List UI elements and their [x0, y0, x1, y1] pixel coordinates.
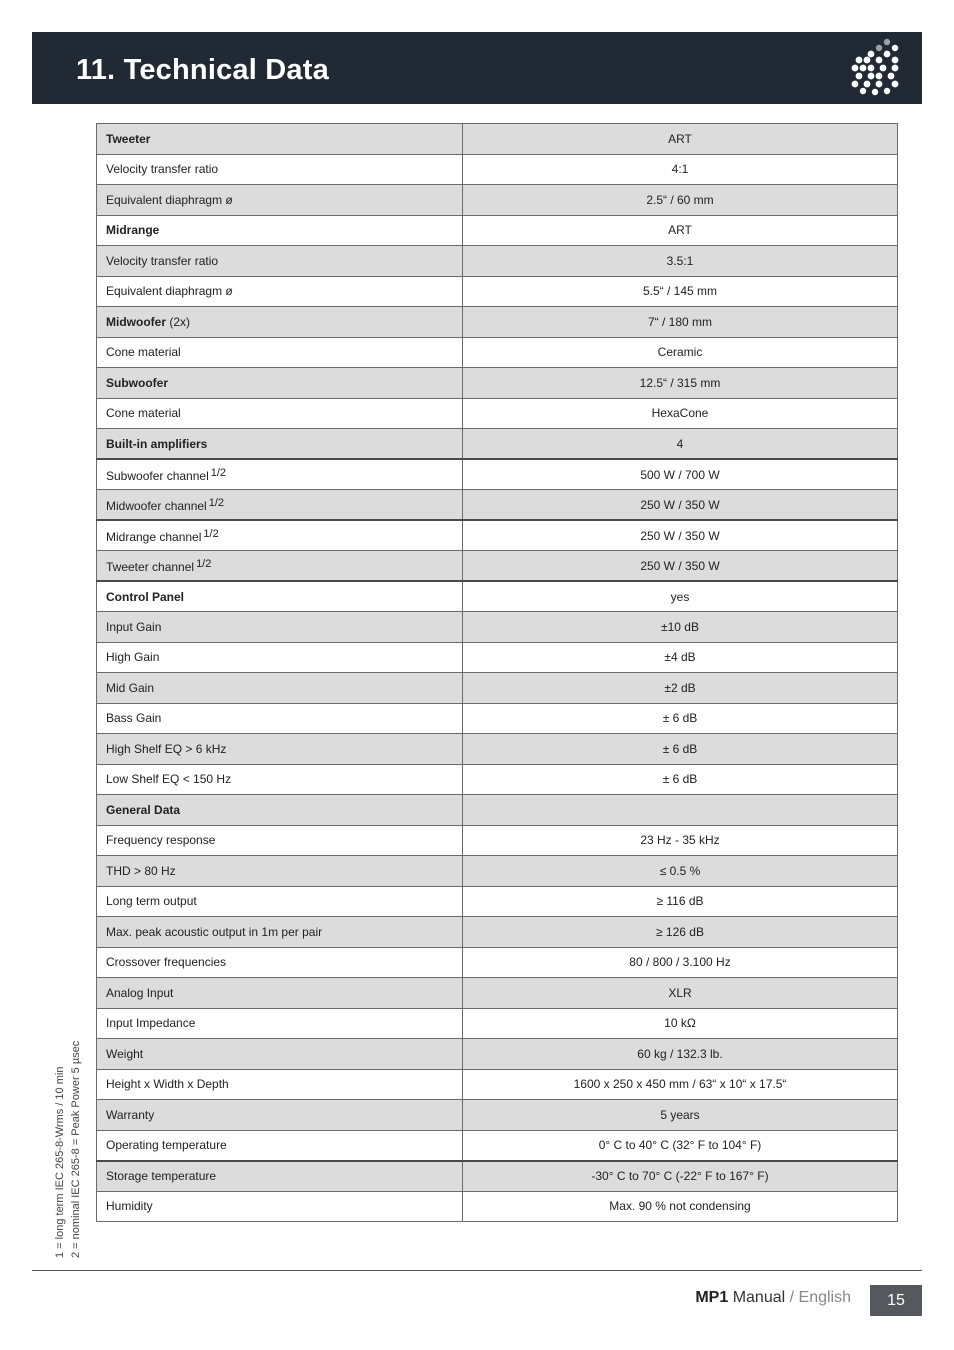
- table-row: [97, 917, 898, 948]
- spec-label: Velocity transfer ratio: [106, 253, 219, 268]
- spec-label-cell: [97, 764, 463, 795]
- spec-value: 4: [463, 429, 898, 460]
- footnote-ref: 1/2: [208, 496, 225, 509]
- spec-label: Midrange channel: [106, 529, 202, 544]
- spec-label: Midwoofer: [106, 314, 166, 329]
- spec-label-cell: [97, 947, 463, 978]
- spec-label-cell: [97, 154, 463, 185]
- spec-label: Velocity transfer ratio: [106, 162, 219, 177]
- footnote-ref: 1/2: [210, 466, 227, 479]
- table-row: [97, 337, 898, 368]
- spec-label-cell: [97, 124, 463, 155]
- spec-label-cell: [97, 825, 463, 856]
- footnote-2: 2 = nominal IEC 265-8 = Peak Power 5 µsec: [70, 1040, 82, 1258]
- technical-data-table: [96, 123, 898, 1222]
- spec-label: THD > 80 Hz: [106, 863, 176, 878]
- table-row: [97, 581, 898, 612]
- spec-value: 250 W / 350 W: [463, 551, 898, 582]
- spec-value: 5.5“ / 145 mm: [463, 276, 898, 307]
- spec-label: Input Impedance: [106, 1016, 196, 1031]
- spec-value: 500 W / 700 W: [463, 459, 898, 490]
- spec-label-cell: [97, 1130, 463, 1161]
- spec-label-cell: [97, 1100, 463, 1131]
- spec-label: Operating temperature: [106, 1138, 227, 1152]
- spec-value: 1600 x 250 x 450 mm / 63“ x 10“ x 17.5“: [463, 1069, 898, 1100]
- table-row: [97, 978, 898, 1009]
- table-row: [97, 1161, 898, 1192]
- spec-label-cell: [97, 612, 463, 643]
- spec-value: 250 W / 350 W: [463, 490, 898, 521]
- spec-label: Max. peak acoustic output in 1m per pair: [106, 924, 323, 939]
- spec-value: 60 kg / 132.3 lb.: [463, 1039, 898, 1070]
- spec-label-cell: [97, 978, 463, 1009]
- spec-label-cell: [97, 246, 463, 277]
- spec-label: Subwoofer: [106, 375, 168, 390]
- spec-label-cell: [97, 520, 463, 551]
- spec-label-cell: [97, 307, 463, 338]
- footer-separator: /: [785, 1289, 799, 1306]
- spec-label-cell: [97, 337, 463, 368]
- technical-data-body: [97, 124, 898, 1222]
- spec-label: Weight: [106, 1046, 144, 1061]
- table-row: [97, 154, 898, 185]
- footer-divider: [32, 1270, 922, 1271]
- spec-value: ≥ 116 dB: [463, 886, 898, 917]
- spec-label-cell: [97, 1039, 463, 1070]
- footer-brand: MP1: [695, 1289, 729, 1306]
- spec-label: Crossover frequencies: [106, 955, 227, 970]
- footnote-ref: 1/2: [196, 557, 212, 570]
- spec-value: 250 W / 350 W: [463, 520, 898, 551]
- spec-value: HexaCone: [463, 398, 898, 429]
- table-row: [97, 673, 898, 704]
- spec-value: 0° C to 40° C (32° F to 104° F): [463, 1130, 898, 1161]
- table-row: [97, 276, 898, 307]
- spec-label: Cone material: [106, 406, 181, 421]
- table-row: [97, 429, 898, 460]
- table-row: [97, 1100, 898, 1131]
- spec-value: ±10 dB: [463, 612, 898, 643]
- spec-label: Storage temperature: [106, 1169, 217, 1183]
- spec-label-cell: [97, 551, 463, 582]
- footnotes: [52, 1008, 92, 1258]
- spec-value: ± 6 dB: [463, 734, 898, 765]
- table-row: [97, 612, 898, 643]
- spec-label: Warranty: [106, 1107, 155, 1122]
- footnote-ref: 1/2: [203, 527, 219, 540]
- spec-label-cell: [97, 429, 463, 460]
- spec-value: ART: [463, 124, 898, 155]
- spec-label-cell: [97, 368, 463, 399]
- spec-label: Humidity: [106, 1199, 153, 1214]
- spec-label-cell: [97, 886, 463, 917]
- spec-value: Ceramic: [463, 337, 898, 368]
- spec-label-cell: [97, 734, 463, 765]
- table-row: [97, 1069, 898, 1100]
- spec-label-cell: [97, 1069, 463, 1100]
- table-row: [97, 307, 898, 338]
- spec-label-cell: [97, 673, 463, 704]
- spec-value: yes: [463, 581, 898, 612]
- footer-language: English: [798, 1289, 851, 1306]
- table-row: [97, 947, 898, 978]
- spec-label: Tweeter channel: [106, 559, 195, 574]
- spec-value: [463, 795, 898, 826]
- spec-value: ART: [463, 215, 898, 246]
- table-row: [97, 368, 898, 399]
- spec-label: Midrange: [106, 223, 160, 238]
- spec-value: ± 6 dB: [463, 764, 898, 795]
- spec-label-cell: [97, 398, 463, 429]
- spec-label: Height x Width x Depth: [106, 1077, 229, 1092]
- table-row: [97, 124, 898, 155]
- table-row: [97, 490, 898, 521]
- table-row: [97, 764, 898, 795]
- spec-label: Control Panel: [106, 589, 185, 604]
- spec-label-cell: [97, 642, 463, 673]
- spec-label-cell: [97, 795, 463, 826]
- spec-label-cell: [97, 856, 463, 887]
- table-row: [97, 185, 898, 216]
- spec-value: 3.5:1: [463, 246, 898, 277]
- table-row: [97, 1008, 898, 1039]
- spec-label: Midwoofer channel: [106, 498, 207, 513]
- spec-label: Equivalent diaphragm ø: [106, 192, 233, 207]
- spec-value: 2.5“ / 60 mm: [463, 185, 898, 216]
- spec-label-cell: [97, 276, 463, 307]
- spec-label: Tweeter: [106, 131, 151, 146]
- table-row: [97, 642, 898, 673]
- spec-value: -30° C to 70° C (-22° F to 167° F): [463, 1161, 898, 1192]
- table-row: [97, 734, 898, 765]
- spec-label: High Gain: [106, 650, 160, 665]
- spec-label-cell: [97, 459, 463, 490]
- table-row: [97, 520, 898, 551]
- spec-label-cell: [97, 1161, 463, 1192]
- spec-label: General Data: [106, 802, 181, 817]
- table-row: [97, 459, 898, 490]
- spec-value: ±2 dB: [463, 673, 898, 704]
- table-row: [97, 1191, 898, 1222]
- table-row: [97, 886, 898, 917]
- spec-label: Subwoofer channel: [106, 468, 209, 483]
- spec-label-cell: [97, 185, 463, 216]
- spec-label: Low Shelf EQ < 150 Hz: [106, 772, 232, 787]
- spec-label: Frequency response: [106, 833, 216, 848]
- spec-label-cell: [97, 1191, 463, 1222]
- spec-value: Max. 90 % not condensing: [463, 1191, 898, 1222]
- spec-label: Mid Gain: [106, 680, 155, 695]
- spec-label-cell: [97, 703, 463, 734]
- table-row: [97, 825, 898, 856]
- spec-label-cell: [97, 1008, 463, 1039]
- spec-label: High Shelf EQ > 6 kHz: [106, 741, 227, 756]
- spec-label-cell: [97, 490, 463, 521]
- spec-label-cell: [97, 917, 463, 948]
- spec-label-cell: [97, 215, 463, 246]
- spec-label: Cone material: [106, 345, 181, 360]
- footnote-1: 1 = long term IEC 265-8-Wrms / 10 min: [54, 1066, 66, 1258]
- table-row: [97, 398, 898, 429]
- table-row: [97, 551, 898, 582]
- spec-value: 80 / 800 / 3.100 Hz: [463, 947, 898, 978]
- footer-doc-title: [695, 1289, 851, 1307]
- spec-label: Bass Gain: [106, 711, 162, 726]
- page-title: 11. Technical Data: [76, 54, 329, 86]
- spec-value: 10 kΩ: [463, 1008, 898, 1039]
- table-row: [97, 856, 898, 887]
- spec-label: Equivalent diaphragm ø: [106, 284, 233, 299]
- table-row: [97, 703, 898, 734]
- spec-value: 4:1: [463, 154, 898, 185]
- spec-label-cell: [97, 581, 463, 612]
- spec-label: Input Gain: [106, 619, 162, 634]
- table-row: [97, 215, 898, 246]
- page-number: 15: [870, 1285, 922, 1316]
- spec-value: 23 Hz - 35 kHz: [463, 825, 898, 856]
- spec-value: ≤ 0.5 %: [463, 856, 898, 887]
- brand-dot-logo-icon: [850, 38, 902, 98]
- spec-value: ±4 dB: [463, 642, 898, 673]
- spec-value: XLR: [463, 978, 898, 1009]
- footer-doc: Manual: [728, 1289, 786, 1306]
- table-row: [97, 1130, 898, 1161]
- spec-label: Built-in amplifiers: [106, 436, 208, 451]
- spec-label-suffix: (2x): [166, 314, 190, 329]
- spec-label: Analog Input: [106, 985, 174, 1000]
- spec-value: 5 years: [463, 1100, 898, 1131]
- spec-label: Long term output: [106, 894, 197, 909]
- spec-value: ± 6 dB: [463, 703, 898, 734]
- spec-value: ≥ 126 dB: [463, 917, 898, 948]
- spec-value: 12.5“ / 315 mm: [463, 368, 898, 399]
- page-header: [32, 32, 922, 104]
- spec-value: 7“ / 180 mm: [463, 307, 898, 338]
- table-row: [97, 246, 898, 277]
- table-row: [97, 1039, 898, 1070]
- table-row: [97, 795, 898, 826]
